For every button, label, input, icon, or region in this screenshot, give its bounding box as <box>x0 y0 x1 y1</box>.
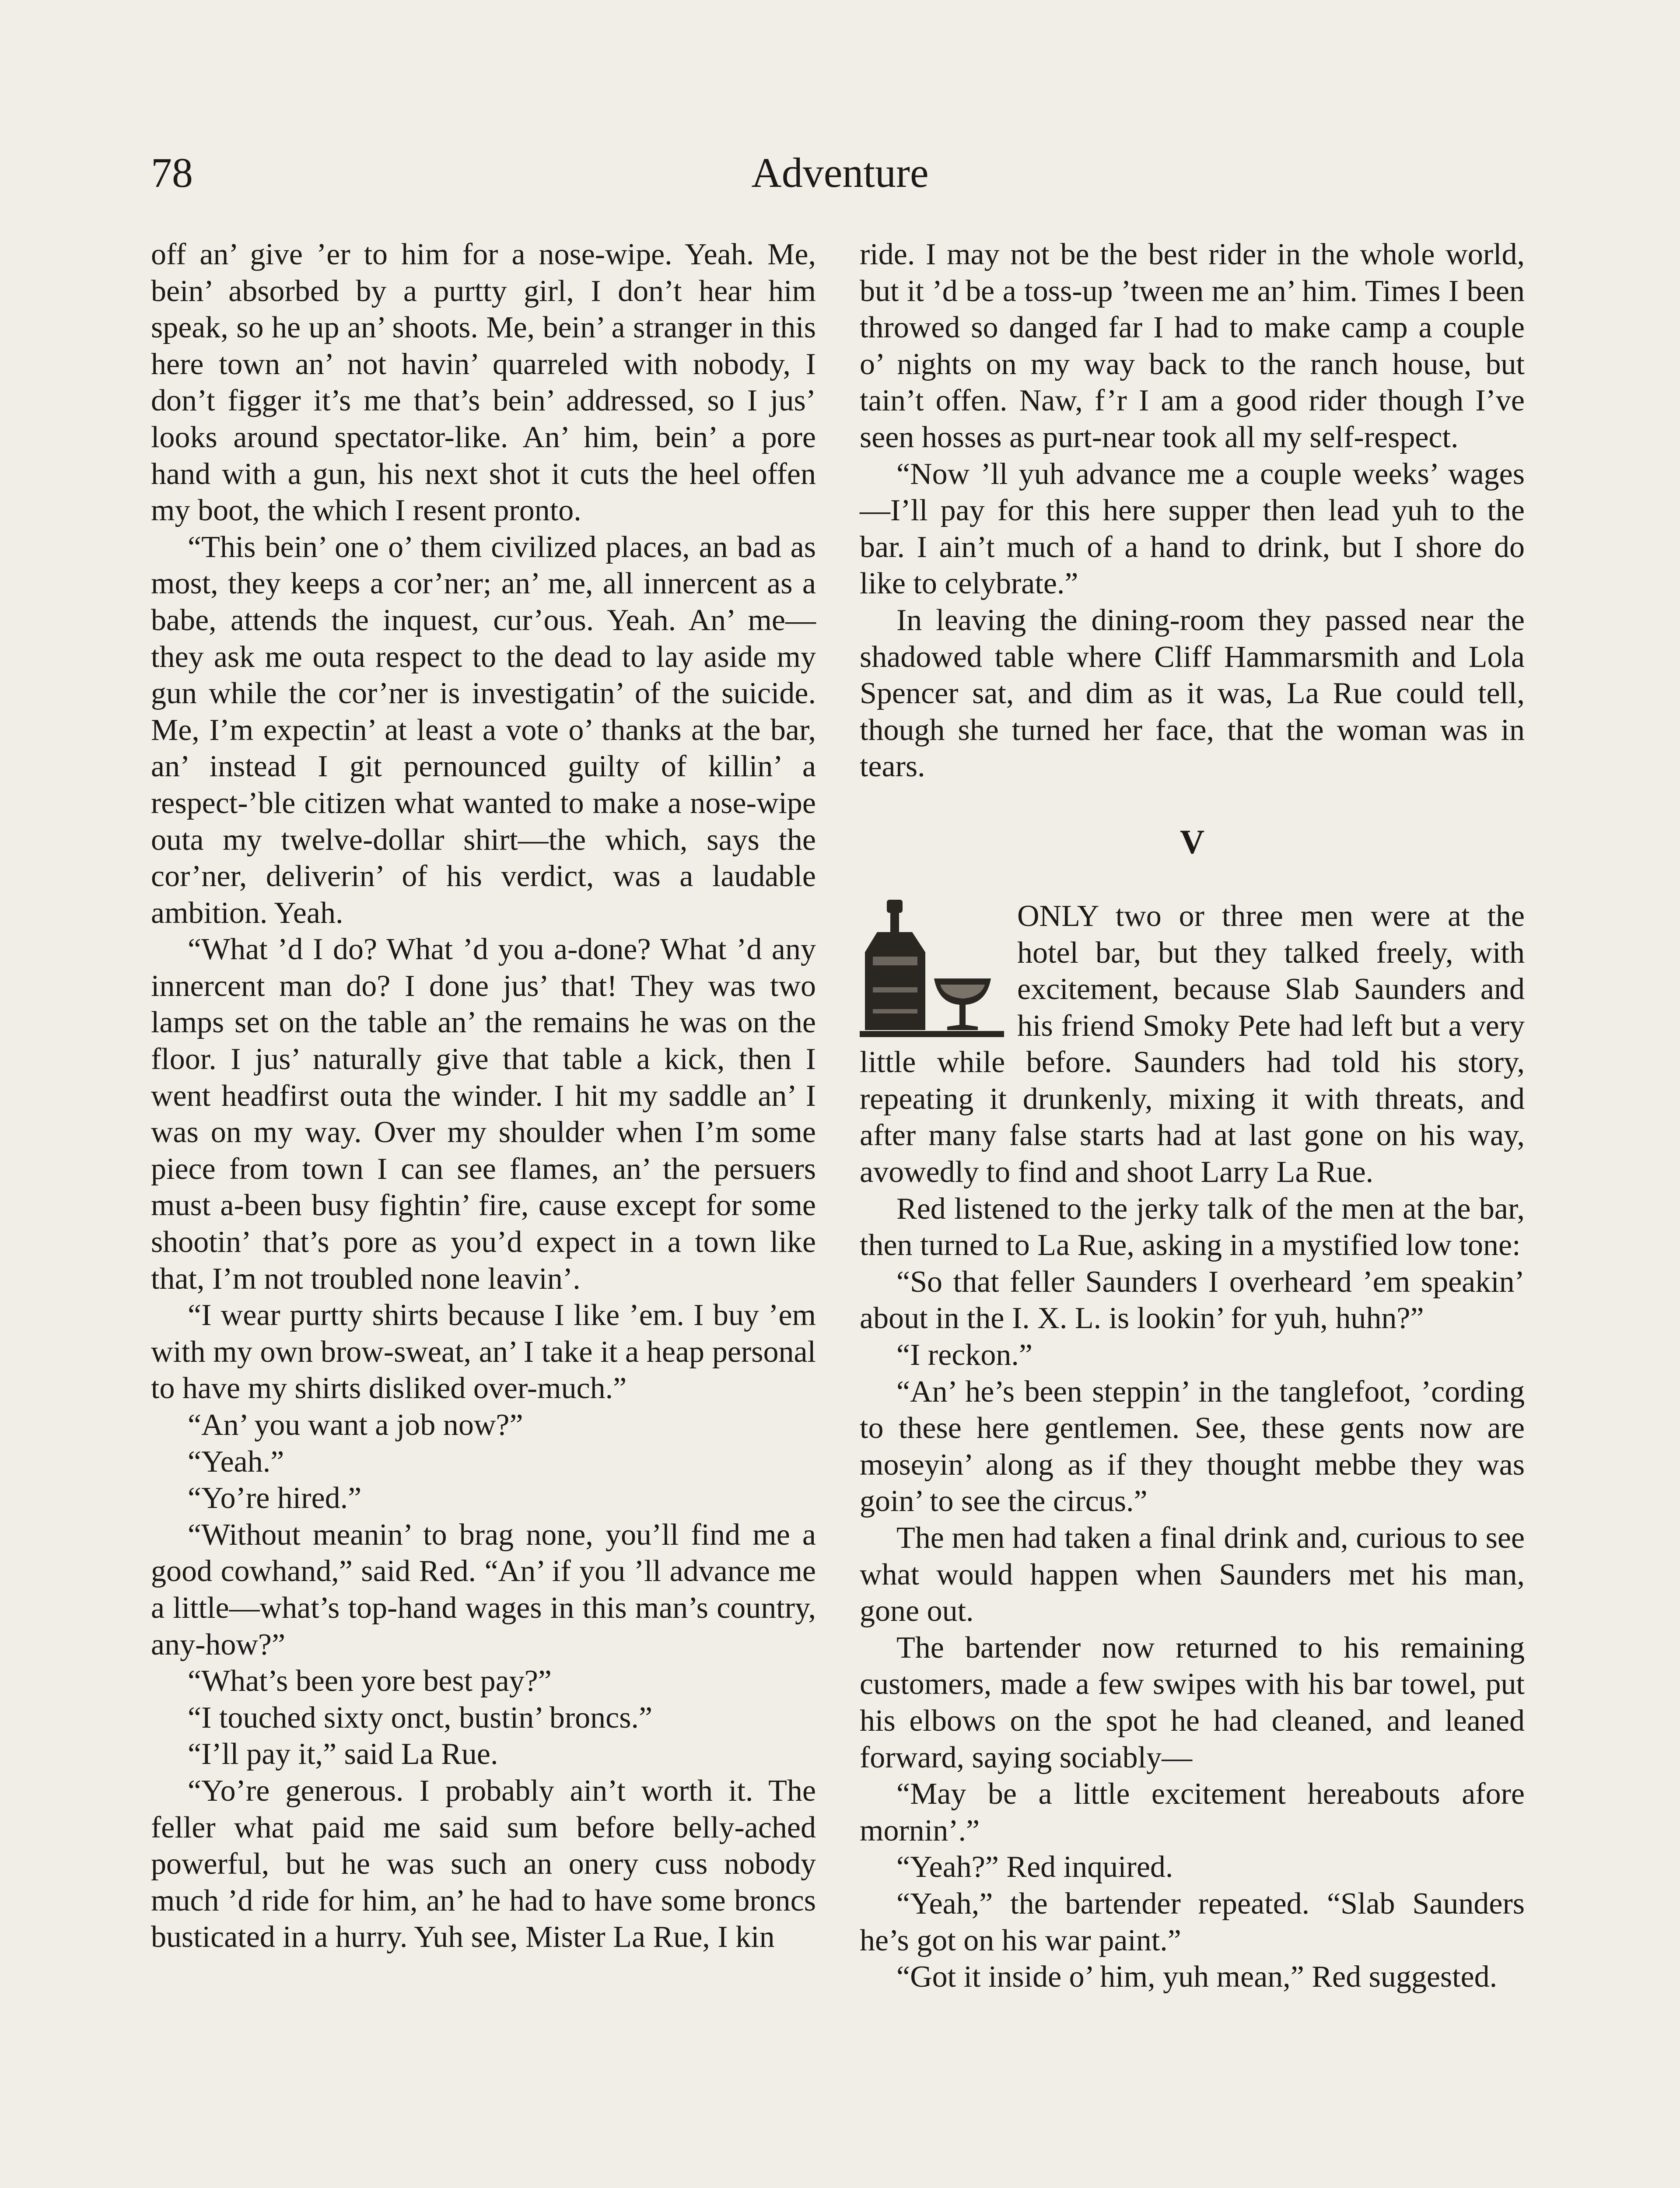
paragraph: “Got it inside o’ him, yuh mean,” Red suggested. <box>896 1960 1498 1994</box>
paragraph: “Yo’re hired.” <box>188 1481 362 1515</box>
paragraph: “Yeah,” the bartender repeated. “Slab Saunders he’s got on his war paint.” <box>860 1886 1525 1957</box>
left-column <box>151 236 816 1956</box>
paragraph: “This bein’ one o’ them civilized places, an bad as most, they keeps a cor’ner; an’ me, all innercent as a babe, attends the inquest, cur’ous. Yeah. An’ me—they ask me outa respect to the dead to lay aside my gun while the cor’ner is investigatin’ of the suicide. Me, I’m expectin’ at least a vote o’ thanks at the bar, an’ instead I git pernounced guilty of killin’ a respect-’ble citizen what wanted to make a nose-wipe outa my twelve-dollar shirt—the which, says the cor’ner, deliverin’ of his verdict, was a laudable ambition. Yeah. <box>151 530 816 930</box>
paragraph: “So that feller Saunders I overheard ’em speakin’ about in the I. X. L. is lookin’ for yuh, huhn?” <box>860 1265 1525 1336</box>
section-heading: V <box>1180 822 1205 861</box>
paragraph: “An’ he’s been steppin’ in the tanglefoot, ’cording to these here gentlemen. See, these gents now are moseyin’ along as if they thought mebbe they was goin’ to see the circus.” <box>860 1375 1525 1518</box>
paragraph: “Yeah.” <box>188 1445 284 1479</box>
paragraph: In leaving the dining-room they passed near the shadowed table where Cliff Hammarsmith and Lola Spencer sat, and dim as it was, La Rue could tell, though she turned her face, that the woman was in tears. <box>860 603 1525 784</box>
page-header <box>151 144 1529 201</box>
paragraph: “What’s been yore best pay?” <box>188 1664 552 1698</box>
paragraph: “Without meanin’ to brag none, you’ll find me a good cowhand,” said Red. “An’ if you ’ll advance me a little—what’s top-hand wages in this man’s country, any-how?” <box>151 1518 816 1662</box>
paragraph: The bartender now returned to his remaining customers, made a few swipes with his bar towel, put his elbows on the spot he had cleaned, and leaned forward, saying sociably— <box>860 1630 1525 1774</box>
page-number: 78 <box>151 149 193 196</box>
paragraph: The men had taken a final drink and, curious to see what would happen when Saunders met his man, gone out. <box>860 1521 1525 1628</box>
paragraph: “Yeah?” Red inquired. <box>896 1850 1173 1884</box>
paragraph: ride. I may not be the best rider in the whole world, but it ’d be a toss-up ’tween me an’ him. Times I been throwed so danged far I had to make camp a couple o’ nights on my way back to the ranch house, but tain’t offen. Naw, f’r I am a good rider though I’ve seen hosses as purt-near took all my self-respect. <box>860 238 1525 454</box>
paragraph: off an’ give ’er to him for a nose-wipe. Yeah. Me, bein’ absorbed by a purtty girl, I don’t hear him speak, so he up an’ shoots. Me, bein’ a stranger in this here town an’ not havin’ quarreled with nobody, I don’t figger it’s me that’s bein’ addressed, so I jus’ looks around spectator-like. An’ him, bein’ a pore hand with a gun, his next shot it cuts the heel offen my boot, the which I resent pronto. <box>151 238 816 528</box>
paragraph: ONLY two or three men were at the hotel bar, but they talked freely, with excitement, because Slab Saunders and his friend Smoky Pete had left but a very little while before. Saunders had told his story, repeating it drunkenly, mixing it with threats, and after many false starts had at last gone on his way, avowedly to find and shoot Larry La Rue. <box>860 899 1525 1189</box>
right-column <box>860 236 1525 1995</box>
paragraph: “What ’d I do? What ’d you a-done? What ’d any innercent man do? I done jus’ that! They was two lamps set on the table an’ the remains he was on the floor. I jus’ naturally give that table a kick, then I went headfirst outa the winder. I hit my saddle an’ I was on my way. Over my shoulder when I’m some piece from town I can see flames, an’ the persuers must a-been busy fightin’ fire, cause except for some shootin’ that’s pore as you’d expect in a town like that, I’m not troubled none leavin’. <box>151 933 816 1296</box>
running-title: Adventure <box>751 149 929 196</box>
paragraph: “May be a little excitement hereabouts afore mornin’.” <box>860 1777 1525 1848</box>
paragraph: “I’ll pay it,” said La Rue. <box>188 1737 498 1771</box>
paragraph: “Yo’re generous. I probably ain’t worth it. The feller what paid me said sum before belly-ached powerful, but he was such an onery cuss nobody much ’d ride for him, an’ he had to have some broncs busticated in a hurry. Yuh see, Mister La Rue, I kin <box>151 1774 816 1954</box>
paragraph: “I reckon.” <box>896 1338 1032 1372</box>
paragraph: “An’ you want a job now?” <box>188 1408 523 1442</box>
paragraph: Red listened to the jerky talk of the men at the bar, then turned to La Rue, asking in a mystified low tone: <box>860 1192 1525 1262</box>
paragraph: “Now ’ll yuh advance me a couple weeks’ wages—I’ll pay for this here supper then lead yuh to the bar. I ain’t much of a hand to drink, but I shore do like to celybrate.” <box>860 457 1525 601</box>
paragraph: “I wear purtty shirts because I like ’em. I buy ’em with my own brow-sweat, an’ I take it a heap personal to have my shirts disliked over-much.” <box>151 1298 816 1406</box>
decanter-and-glass-icon <box>860 900 1004 1040</box>
paragraph: “I touched sixty onct, bustin’ broncs.” <box>188 1701 653 1735</box>
